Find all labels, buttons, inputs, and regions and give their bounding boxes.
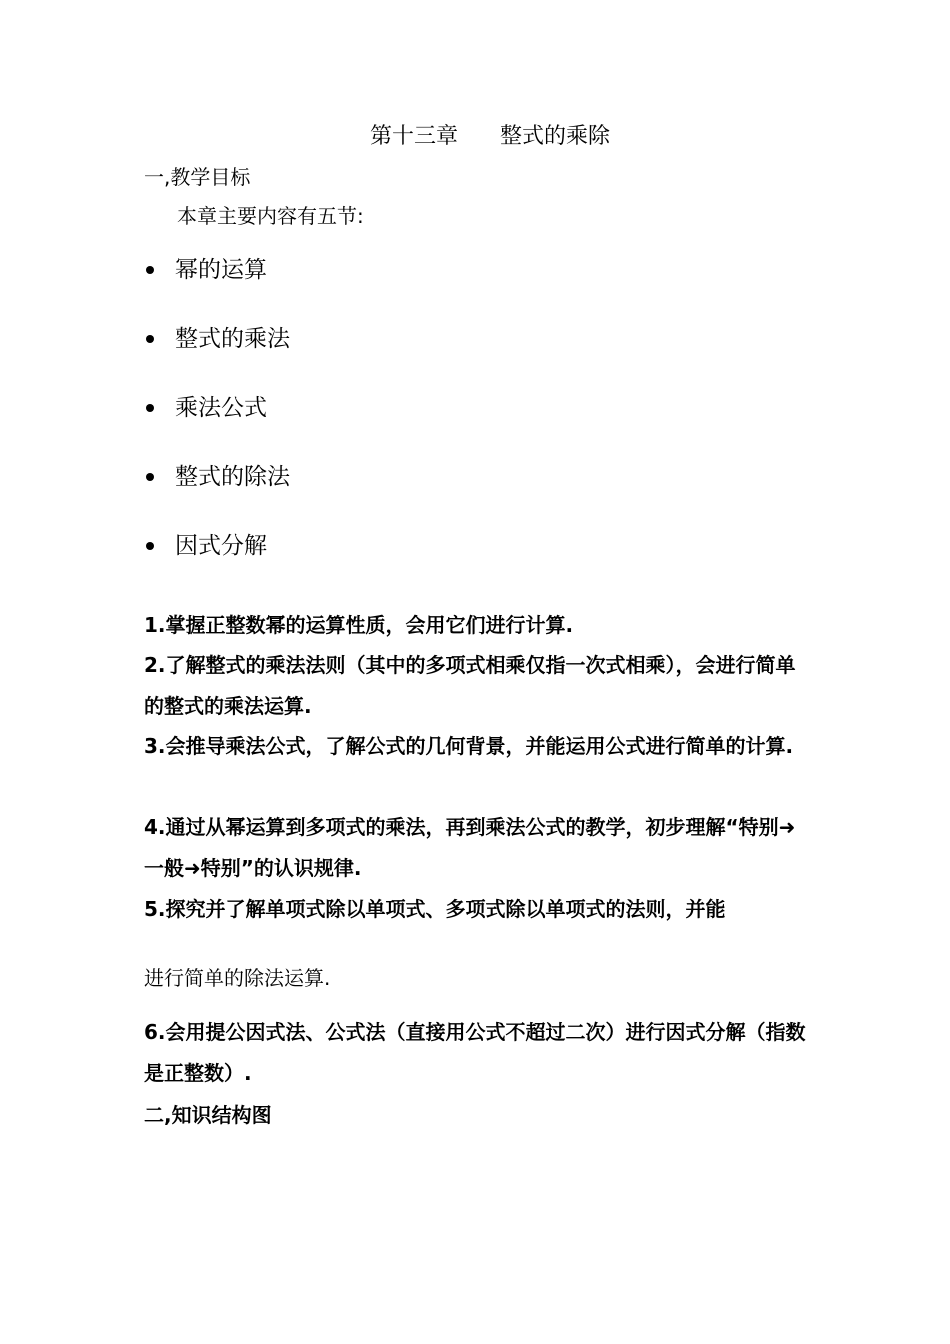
list-item xyxy=(144,391,290,460)
list-item-label: 整式的除法 xyxy=(175,464,290,490)
list-item xyxy=(144,529,290,598)
list-item-label: 因式分解 xyxy=(175,533,267,559)
section-heading-knowledge-structure: 二,知识结构图 xyxy=(144,1103,272,1127)
goal-item-4: 4.通过从幂运算到多项式的乘法，再到乘法公式的教学，初步理解“特别➜一般➜特别”的认识规律. xyxy=(144,815,796,880)
bullet-icon xyxy=(146,542,154,550)
chapter-title: 第十三章 整式的乘除 xyxy=(370,124,610,149)
chapter-intro: 本章主要内容有五节: xyxy=(177,204,364,228)
list-item xyxy=(144,460,290,529)
section-list xyxy=(144,253,290,598)
list-item-label: 乘法公式 xyxy=(175,395,267,421)
bullet-icon xyxy=(146,473,154,481)
goal-item-1: 1.掌握正整数幂的运算性质，会用它们进行计算. xyxy=(144,613,574,637)
goal-item-3: 3.会推导乘法公式，了解公式的几何背景，并能运用公式进行简单的计算. xyxy=(144,734,794,758)
goal-item-5-continued: 进行简单的除法运算. xyxy=(144,966,331,990)
list-item-label: 幂的运算 xyxy=(175,257,267,283)
list-item xyxy=(144,322,290,391)
bullet-icon xyxy=(146,335,154,343)
list-item-label: 整式的乘法 xyxy=(175,326,290,352)
goal-item-6: 6.会用提公因式法、公式法（直接用公式不超过二次）进行因式分解（指数是正整数）. xyxy=(144,1020,806,1085)
goal-item-2: 2.了解整式的乘法法则（其中的多项式相乘仅指一次式相乘），会进行简单的整式的乘法运算. xyxy=(144,653,796,718)
section-heading-teaching-goals: 一,教学目标 xyxy=(144,165,251,189)
list-item xyxy=(144,253,290,322)
bullet-icon xyxy=(146,404,154,412)
bullet-icon xyxy=(146,266,154,274)
goal-item-5: 5.探究并了解单项式除以单项式、多项式除以单项式的法则，并能 xyxy=(144,897,726,921)
